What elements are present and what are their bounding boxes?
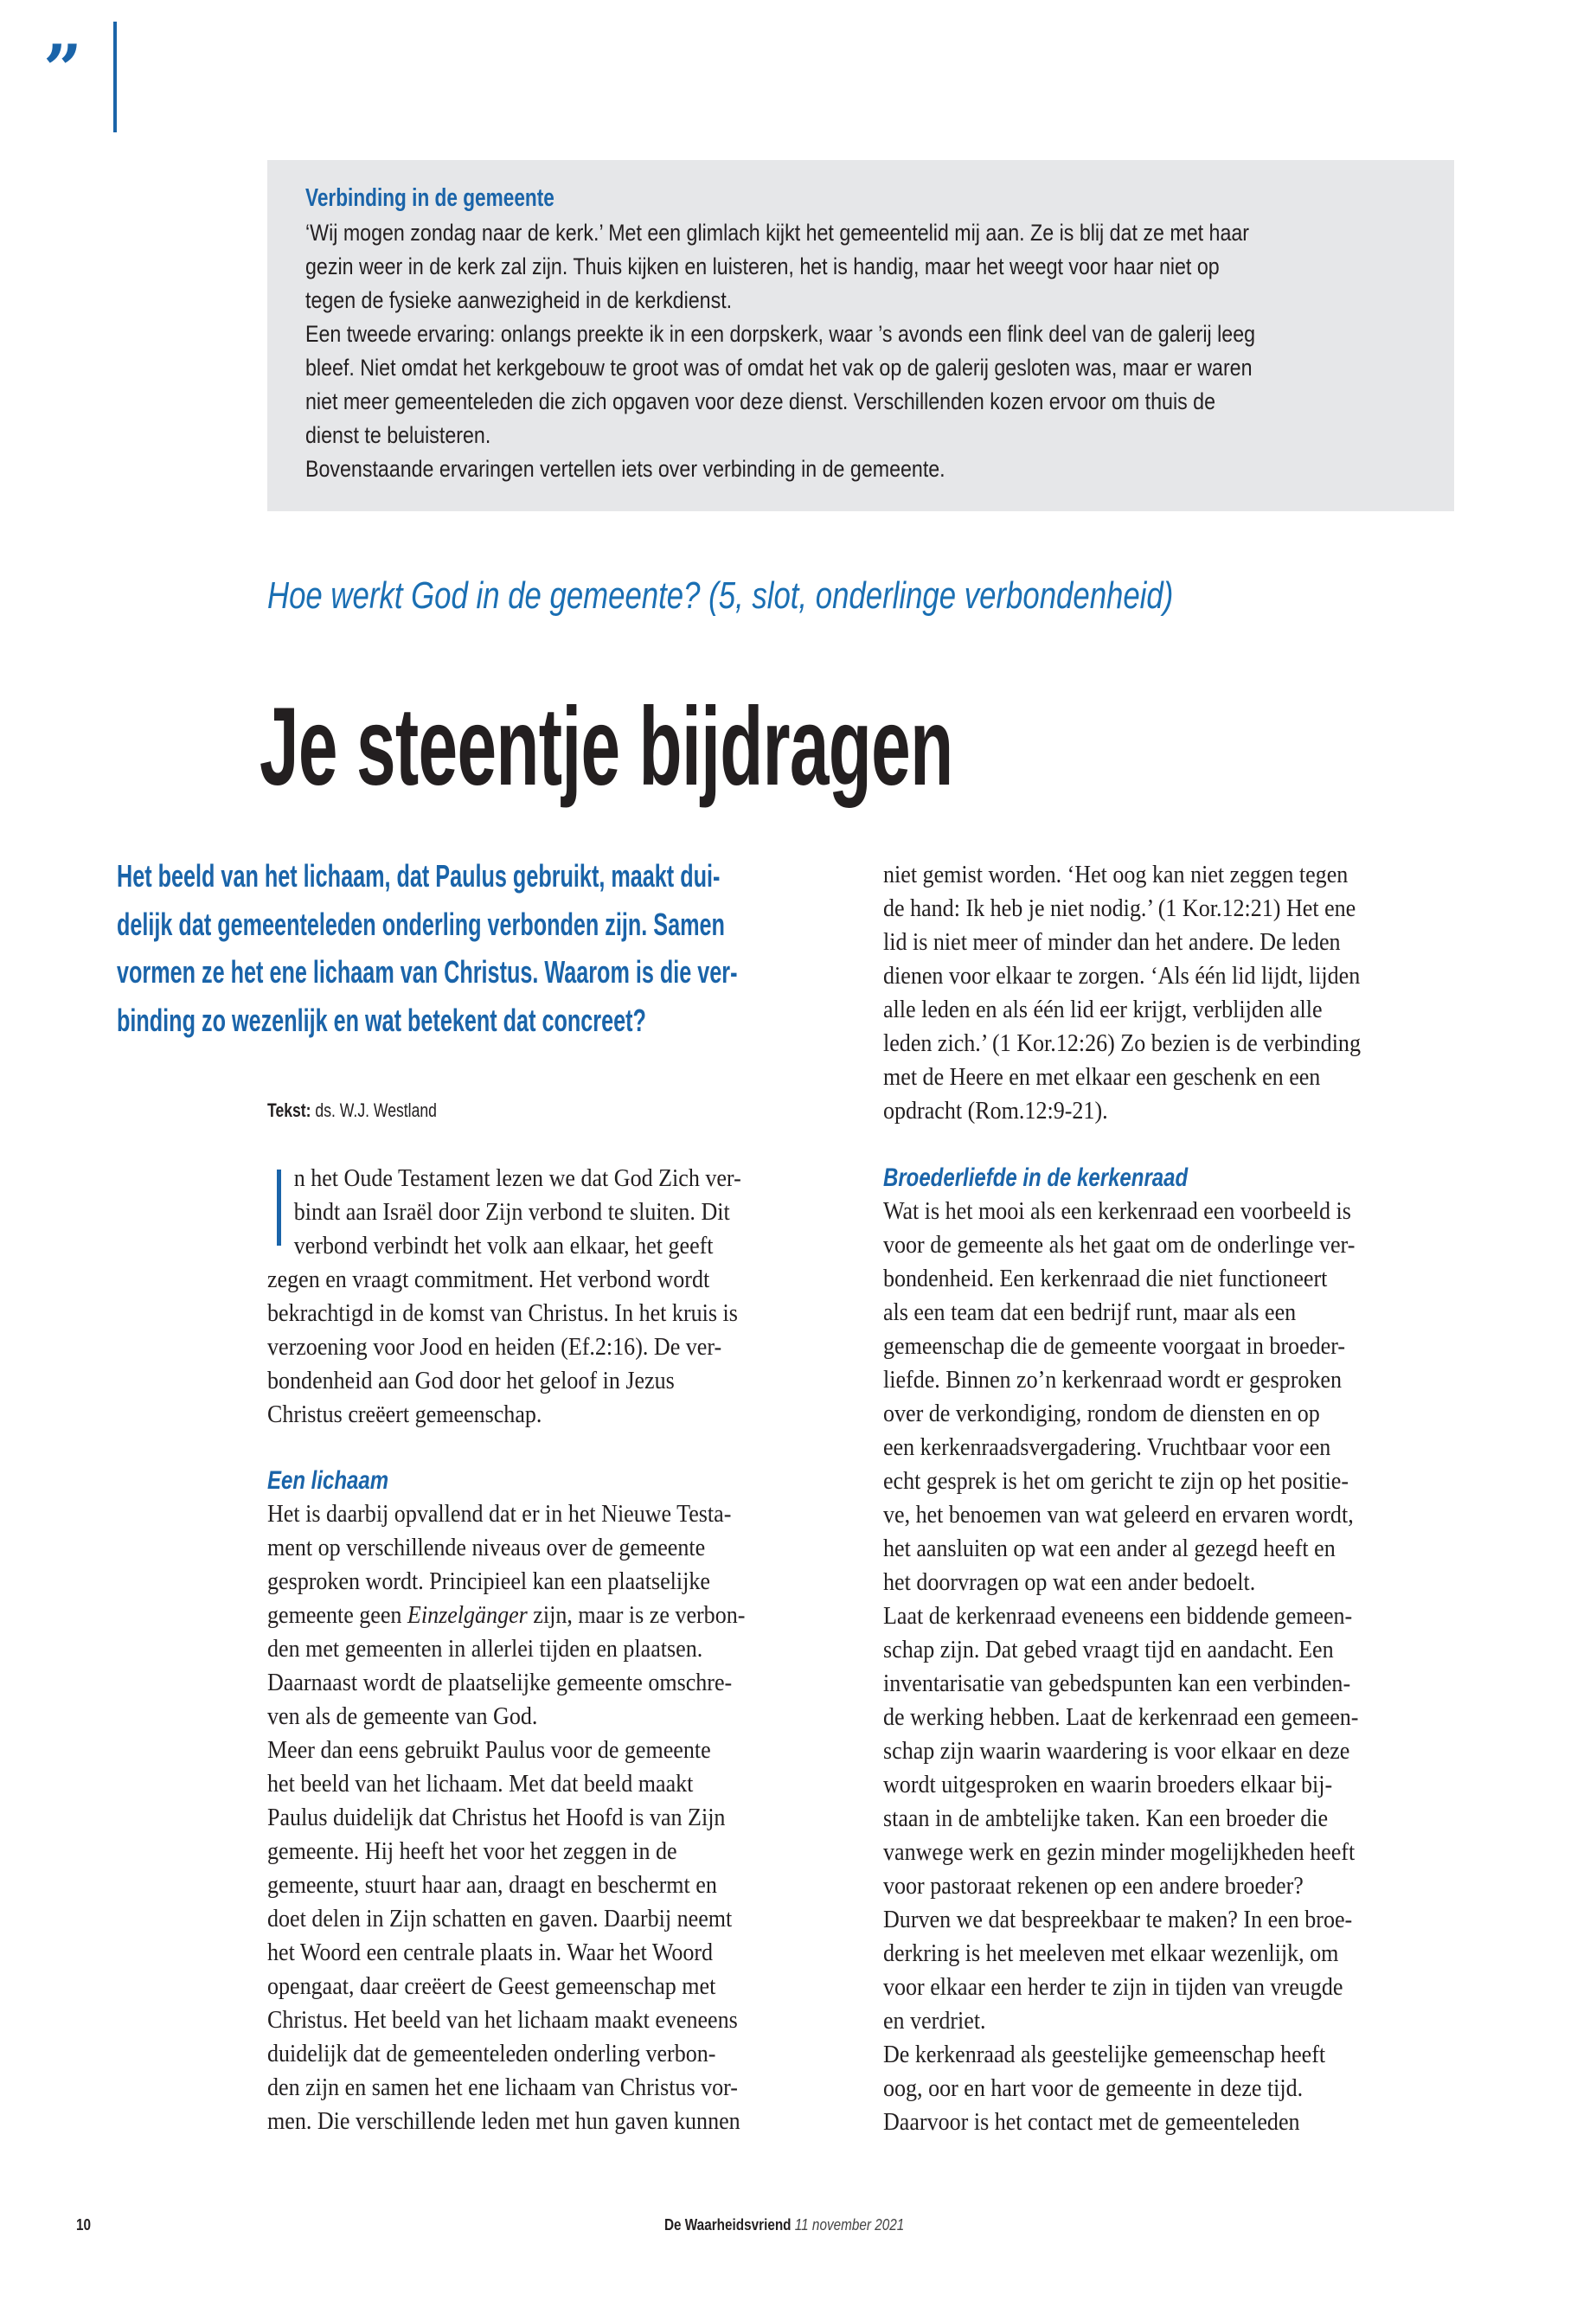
text-line: voor elkaar een herder te zijn in tijden van vreugde	[883, 1974, 1343, 2001]
text-line: niet meer gemeenteleden die zich opgaven voor deze dienst. Verschillenden kozen ervoor om thuis de	[305, 388, 1216, 414]
text-line: schap zijn. Dat gebed vraagt tijd en aandacht. Een	[883, 1637, 1334, 1663]
section-heading-broederliefde: Broederliefde in de kerkenraad	[883, 1163, 1189, 1192]
footer-publication	[664, 2216, 904, 2234]
closing-quote-icon: ”	[43, 30, 82, 109]
text-line: het doorvragen op wat een ander bedoelt.	[883, 1569, 1256, 1596]
text-line: ven als de gemeente van God.	[267, 1703, 538, 1730]
text-line: wordt uitgesproken en waarin broeders elkaar bij-	[883, 1772, 1333, 1798]
text-line: Laat de kerkenraad eveneens een biddende gemeen-	[883, 1603, 1353, 1630]
left-column-intro	[267, 1162, 777, 1432]
text-line: met de Heere en met elkaar een geschenk en een	[883, 1064, 1321, 1091]
text-line: gezin weer in de kerk zal zijn. Thuis kijken en luisteren, het is handig, maar het weegt voor haar niet op	[305, 253, 1220, 279]
section-heading-een-lichaam: Een lichaam	[267, 1466, 389, 1495]
byline-author: ds. W.J. Westland	[311, 1099, 437, 1121]
text-segment: gemeente geen	[267, 1602, 407, 1629]
page-number: 10	[76, 2216, 92, 2234]
text-line: staan in de ambtelijke taken. Kan een broeder die	[883, 1805, 1329, 1832]
text-line: over de verkondiging, rondom de diensten en op	[883, 1400, 1320, 1427]
text-line: de werking hebben. Laat de kerkenraad een gemeen-	[883, 1704, 1359, 1731]
right-column-body	[883, 1195, 1394, 2139]
text-line: ve, het benoemen van wat geleerd en ervaren wordt,	[883, 1502, 1354, 1529]
text-line: Wat is het mooi als een kerkenraad een voorbeeld is	[883, 1198, 1351, 1225]
text-line: den zijn en samen het ene lichaam van Christus vor-	[267, 2074, 738, 2101]
publication-name: De Waarheidsvriend	[664, 2216, 792, 2234]
text-line: Daarnaast wordt de plaatselijke gemeente omschre-	[267, 1670, 733, 1696]
text-line	[267, 1599, 745, 1632]
text-line: bondenheid. Een kerkenraad die niet functioneert	[883, 1266, 1328, 1292]
text-line: binding zo wezenlijk en wat betekent dat concreet?	[117, 1002, 646, 1038]
text-line: tegen de fysieke aanwezigheid in de kerkdienst.	[305, 287, 733, 313]
text-line: duidelijk dat de gemeenteleden onderling verbon-	[267, 2041, 716, 2067]
text-line: bindt aan Israël door Zijn verbond te sluiten. Dit	[293, 1199, 730, 1226]
text-line: derkring is het meeleven met elkaar wezenlijk, om	[883, 1940, 1339, 1967]
text-line: vanwege werk en gezin minder mogelijkheden heeft	[883, 1839, 1356, 1866]
text-line: dienen voor elkaar te zorgen. ‘Als één lid lijdt, lijden	[883, 963, 1361, 990]
text-line: leden zich.’ (1 Kor.12:26) Zo bezien is de verbinding	[883, 1030, 1361, 1057]
text-line: alle leden en als één lid eer krijgt, verblijden alle	[883, 997, 1323, 1023]
text-line: De kerkenraad als geestelijke gemeenschap heeft	[883, 2041, 1326, 2068]
text-line: voor de gemeente als het gaat om de onderlinge ver-	[883, 1232, 1356, 1259]
text-line: oog, oor en hart voor de gemeente in deze tijd.	[883, 2075, 1304, 2102]
text-line: gemeente. Hij heeft het voor het zeggen in de	[267, 1838, 677, 1865]
text-line: bondenheid aan God door het geloof in Jezus	[267, 1368, 675, 1394]
text-line: Daarvoor is het contact met de gemeenteleden	[883, 2109, 1300, 2136]
text-line: Bovenstaande ervaringen vertellen iets over verbinding in de gemeente.	[305, 456, 945, 482]
text-line: schap zijn waarin waardering is voor elkaar en deze	[883, 1738, 1350, 1765]
text-line: voor pastoraat rekenen op een andere broeder?	[883, 1873, 1304, 1900]
text-line: dienst te beluisteren.	[305, 422, 491, 448]
left-column-body	[267, 1497, 781, 2138]
sidebar-box-text	[305, 216, 1410, 486]
text-line: bleef. Niet omdat het kerkgebouw te groot was of omdat het vak op de galerij gesloten was, maar er waren	[305, 355, 1253, 381]
text-line: het aansluiten op wat een ander al gezegd heeft en	[883, 1535, 1336, 1562]
text-line: zegen en vraagt commitment. Het verbond wordt	[267, 1266, 710, 1293]
text-line: en verdriet.	[883, 2008, 986, 2035]
text-line: den met gemeenten in allerlei tijden en plaatsen.	[267, 1636, 703, 1663]
text-line: opdracht (Rom.12:9-21).	[883, 1098, 1108, 1125]
text-line: opengaat, daar creëert de Geest gemeenschap met	[267, 1973, 716, 2000]
publication-date: 11 november 2021	[794, 2216, 905, 2234]
sidebar-box-title: Verbinding in de gemeente	[305, 184, 554, 212]
text-line: verzoening voor Jood en heiden (Ef.2:16). De ver-	[267, 1334, 722, 1361]
text-line: het Woord een centrale plaats in. Waar het Woord	[267, 1939, 714, 1966]
text-line: Meer dan eens gebruikt Paulus voor de gemeente	[267, 1737, 711, 1764]
text-line: men. Die verschillende leden met hun gaven kunnen	[267, 2108, 740, 2135]
text-line: Een tweede ervaring: onlangs preekte ik in een dorpskerk, waar ’s avonds een flink deel van de galerij leeg	[305, 321, 1256, 347]
text-line: doet delen in Zijn schatten en gaven. Daarbij neemt	[267, 1906, 733, 1932]
text-line: gesproken wordt. Principieel kan een plaatselijke	[267, 1568, 710, 1595]
text-line: Christus creëert gemeenschap.	[267, 1401, 542, 1428]
text-line: n het Oude Testament lezen we dat God Zich ver-	[293, 1165, 741, 1192]
text-line: een kerkenraadsvergadering. Vruchtbaar voor een	[883, 1434, 1331, 1461]
byline	[267, 1099, 437, 1122]
emphasis-text: Einzelgänger	[407, 1602, 528, 1629]
article-title: Je steentje bijdragen	[260, 685, 953, 809]
text-line: de hand: Ik heb je niet nodig.’ (1 Kor.12:21) Het ene	[883, 895, 1356, 922]
text-line: Het is daarbij opvallend dat er in het Nieuwe Testa-	[267, 1501, 732, 1528]
series-subtitle: Hoe werkt God in de gemeente? (5, slot, onderlinge verbondenheid)	[267, 574, 1174, 617]
right-column-intro	[883, 858, 1397, 1128]
text-line: gemeenschap die de gemeente voorgaat in broeder-	[883, 1333, 1346, 1360]
text-line: ‘Wij mogen zondag naar de kerk.’ Met een glimlach kijkt het gemeentelid mij aan. Ze is blij dat ze met haar	[305, 220, 1250, 246]
text-line: ment op verschillende niveaus over de gemeente	[267, 1535, 706, 1561]
text-line: bekrachtigd in de komst van Christus. In het kruis is	[267, 1300, 738, 1327]
text-line: Het beeld van het lichaam, dat Paulus gebruikt, maakt dui-	[117, 858, 721, 894]
text-line: Christus. Het beeld van het lichaam maakt eveneens	[267, 2007, 738, 2034]
text-line: gemeente, stuurt haar aan, draagt en beschermt en	[267, 1872, 717, 1899]
byline-label: Tekst:	[267, 1099, 311, 1121]
text-line: delijk dat gemeenteleden onderling verbonden zijn. Samen	[117, 906, 725, 942]
text-line: liefde. Binnen zo’n kerkenraad wordt er gesproken	[883, 1367, 1342, 1394]
article-lead	[117, 852, 1003, 1044]
text-line: als een team dat een bedrijf runt, maar als een	[883, 1299, 1297, 1326]
text-line: inventarisatie van gebedspunten kan een verbinden-	[883, 1670, 1351, 1697]
text-line: lid is niet meer of minder dan het andere. De leden	[883, 929, 1341, 956]
text-segment: zijn, maar is ze verbon-	[527, 1602, 746, 1629]
text-line: Paulus duidelijk dat Christus het Hoofd is van Zijn	[267, 1804, 726, 1831]
section-divider	[113, 22, 117, 132]
text-line: het beeld van het lichaam. Met dat beeld maakt	[267, 1771, 694, 1798]
text-line: niet gemist worden. ‘Het oog kan niet zeggen tegen	[883, 862, 1349, 888]
text-line: vormen ze het ene lichaam van Christus. Waarom is die ver-	[117, 954, 738, 990]
text-line: verbond verbindt het volk aan elkaar, het geeft	[293, 1233, 714, 1259]
text-line: Durven we dat bespreekbaar te maken? In een broe-	[883, 1907, 1353, 1933]
text-line: echt gesprek is het om gericht te zijn op het positie-	[883, 1468, 1349, 1495]
